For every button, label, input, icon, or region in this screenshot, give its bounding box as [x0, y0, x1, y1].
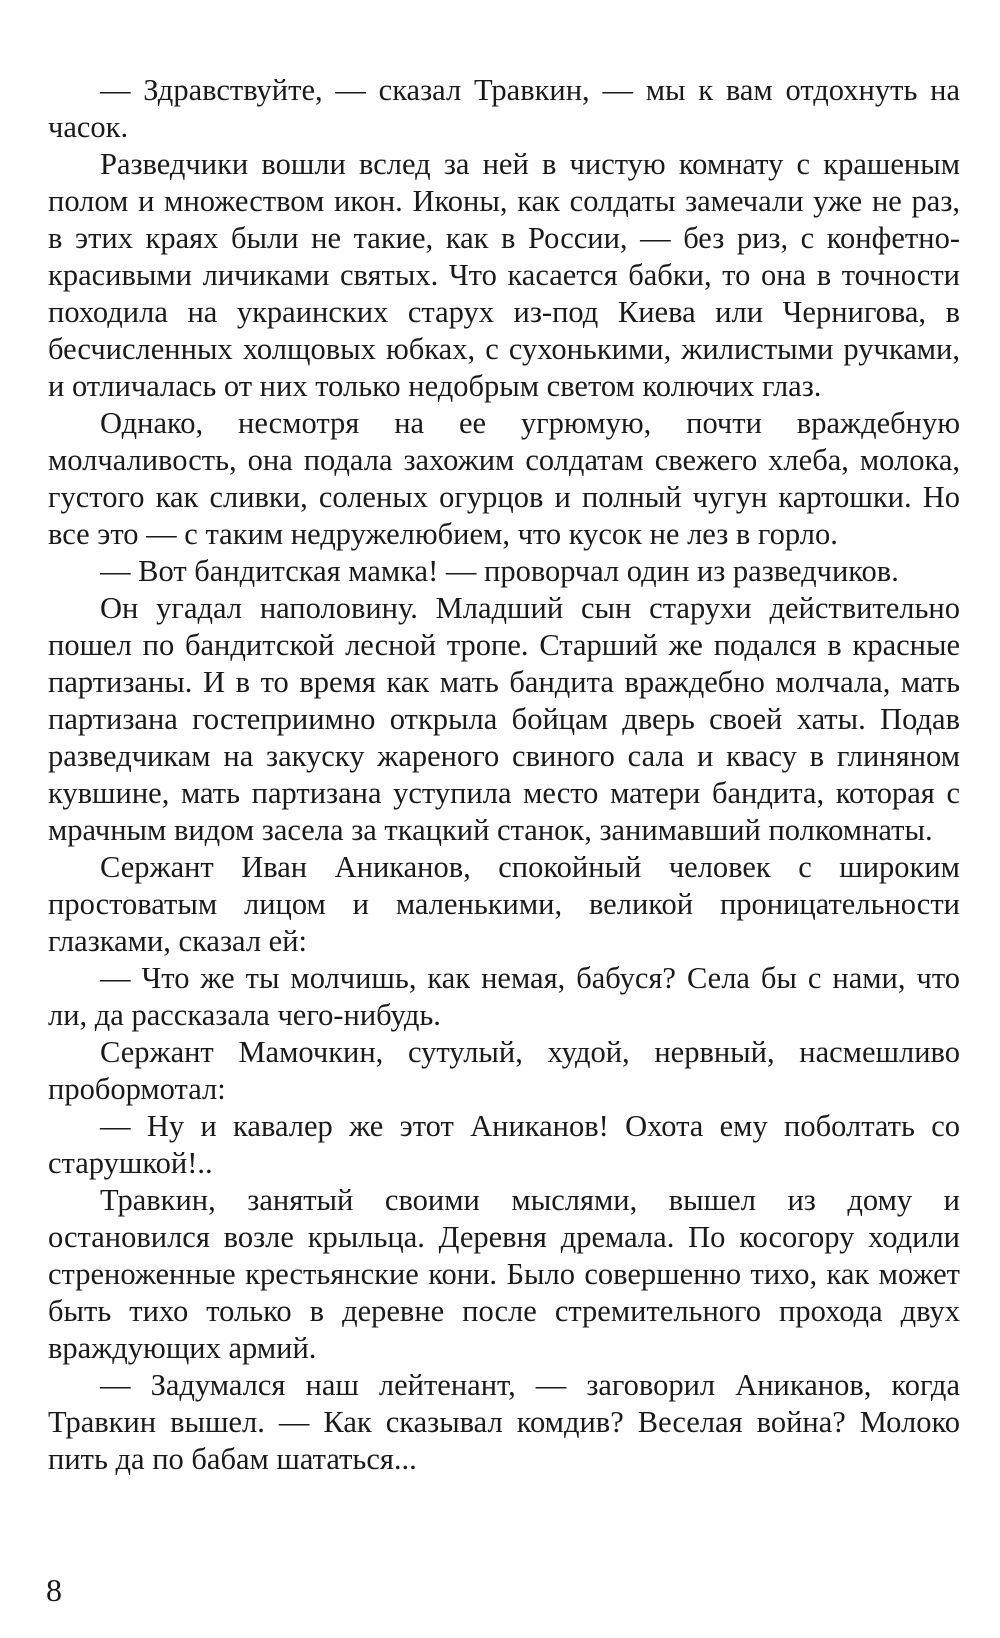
- paragraph-anikanov-speech: — Что же ты молчишь, как немая, бабуся? Села бы с нами, что ли, да рассказала чего-нибудь.: [48, 961, 960, 1032]
- paragraph-lieutenant: — Задумался наш лейтенант, — заговорил Аниканов, когда Травкин вышел. — Как сказывал комдив? Веселая война? Молоко пить да по бабам шататься...: [48, 1368, 960, 1476]
- page-number: 8: [46, 1572, 62, 1608]
- paragraph-sons: Он угадал наполовину. Младший сын старухи действительно пошел по бандитской лесной тропе. Старший же подался в красные партизаны. И в то время как мать бандита враждебно молчала, мать партизана гостеприимно открыла бойцам дверь своей хаты. Подав разведчикам на закуску жареного свиного сала и квасу в глиняном кувшине, мать партизана уступила место матери бандита, которая с мрачным видом засела за ткацкий станок, занимавший полкомнаты.: [48, 591, 960, 847]
- paragraph-greeting: — Здравствуйте, — сказал Травкин, — мы к вам отдохнуть на часок.: [48, 73, 960, 144]
- paragraph-meal: Однако, несмотря на ее угрюмую, почти враждебную молчаливость, она подала захожим солдатам свежего хлеба, молока, густого как сливки, соленых огурцов и полный чугун картошки. Но все это — с таким недружелюбием, что кусок не лез в горло.: [48, 406, 960, 551]
- paragraph-bandit-mother: — Вот бандитская мамка! — проворчал один из разведчиков.: [100, 554, 899, 588]
- paragraph-anikanov: Сержант Иван Аниканов, спокойный человек с широким простоватым лицом и маленькими, великой проницательности глазками, сказал ей:: [48, 850, 960, 958]
- paragraph-village: Травкин, занятый своими мыслями, вышел из дому и остановился возле крыльца. Деревня дремала. По косогору ходили стреноженные крестьянские кони. Было совершенно тихо, как может быть тихо только в деревне после стремительного прохода двух враждующих армий.: [48, 1183, 960, 1365]
- paragraph-mamochkin: Сержант Мамочкин, сутулый, худой, нервный, насмешливо пробормотал:: [48, 1035, 960, 1106]
- paragraph-icons: Разведчики вошли вслед за ней в чистую комнату с крашеным полом и множеством икон. Иконы, как солдаты замечали уже не раз, в этих краях были не такие, как в России, — без риз, с конфетно-красивыми личиками святых. Что касается бабки, то она в точности походила на украинских старух из-под Киева или Чернигова, в бесчисленных холщовых юбках, с сухонькими, жилистыми ручками, и отличалась от них только недобрым светом колючих глаз.: [48, 147, 960, 403]
- page-body: [48, 72, 960, 1478]
- paragraph-mamochkin-speech: — Ну и кавалер же этот Аниканов! Охота ему поболтать со старушкой!..: [48, 1109, 960, 1180]
